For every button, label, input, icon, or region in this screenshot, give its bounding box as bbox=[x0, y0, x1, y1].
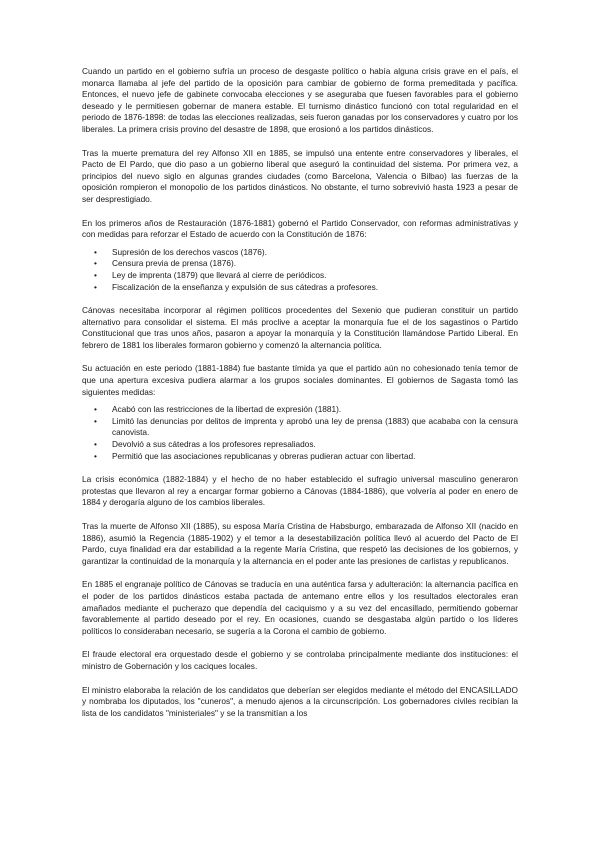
list-conservative-measures bbox=[82, 247, 518, 293]
list-item: • Ley de imprenta (1879) que llevará al cierre de periódicos. bbox=[94, 269, 327, 280]
paragraph-regencia: Tras la muerte de Alfonso XII (1885), su esposa María Cristina de Habsburgo, embarazada de Alfonso XII (nacido en 1886), asumió la Regencia (1885-1902) y el temor a la desestabilización política llevó al acuerdo del Pacto de El Pardo, cuya finalidad era dar estabilidad a la regente María Cristina, que respetó las decisiones de los gobiernos, y garantizar la continuidad de la monarquía y la alternancia en el poder ante las presiones de carlistas y republicanos. bbox=[82, 521, 518, 566]
bullet-icon: • bbox=[94, 415, 97, 426]
paragraph-partido-conservador: En los primeros años de Restauración (1876-1881) gobernó el Partido Conservador, con reformas administrativas y con medidas para reforzar el Estado de acuerdo con la Constitución de 1876: bbox=[82, 217, 518, 240]
bullet-icon: • bbox=[94, 404, 97, 415]
list-item: • Limitó las denuncias por delitos de imprenta y aprobó una ley de prensa (1883) que acababa con la censura canovista. bbox=[94, 415, 518, 438]
bullet-icon: • bbox=[94, 246, 97, 257]
paragraph-fraude-electoral: El fraude electoral era orquestado desde el gobierno y se controlaba principalmente mediante dos instituciones: el ministro de Gobernación y los caciques locales. bbox=[82, 649, 518, 671]
list-liberal-measures bbox=[82, 404, 518, 462]
paragraph-encasillado: El ministro elaboraba la relación de los candidatos que deberían ser elegidos mediante el método del ENCASILLADO y nombraba los diputados, los "cuneros", a menudo ajenos a la circunscripción. Los gobernadores civiles recibían la lista de los candidatos "ministeriales" y se la transmitían a los bbox=[82, 684, 518, 718]
bullet-icon: • bbox=[94, 281, 97, 292]
paragraph-sagasta: Su actuación en este periodo (1881-1884) fue bastante tímida ya que el partido aún no cohesionado tenía temor de que una apertura excesiva pudiera alarmar a los grupos sociales dominantes. El gobiernos de Sagasta tomó las siguientes medidas: bbox=[82, 363, 518, 397]
paragraph-canovas: Cánovas necesitaba incorporar al régimen políticos procedentes del Sexenio que pudieran constituir un partido alternativo para consolidar el sistema. El más proclive a aceptar la monarquía fue el de los sagastinos o Partido Constitucional que tras unos años, pasaron a apoyar la monarquía y la Constitución llamándose Partido Liberal. En febrero de 1881 los liberales formaron gobierno y comenzó la alternancia política. bbox=[82, 305, 518, 350]
bullet-icon: • bbox=[94, 450, 97, 461]
list-item: • Acabó con las restricciones de la libertad de expresión (1881). bbox=[94, 404, 342, 415]
list-item: • Permitió que las asociaciones republicanas y obreras pudieran actuar con libertad. bbox=[94, 450, 416, 461]
list-item: • Fiscalización de la enseñanza y expulsión de sus cátedras a profesores. bbox=[94, 281, 379, 292]
paragraph-crisis-economica: La crisis económica (1882-1884) y el hecho de no haber establecido el sufragio universal masculino generaron protestas que llevaron al rey a encargar formar gobierno a Cánovas (1884-1886), que volvería al poder en enero de 1884 y derogaría alguno de los cambios liberales. bbox=[82, 474, 518, 508]
paragraph-engranaje: En 1885 el engranaje político de Cánovas se traducía en una auténtica farsa y adulteración: la alternancia pacífica en el poder de los partidos dinásticos estaba pactada de antemano entre ellos y los resultados electorales eran amañados mediante el pucherazo que dependía del caciquismo y a su vez del encasillado, permitiendo gobernar favorablemente al partido deseado por el rey. En ocasiones, cuando se desgastaba algún partido o los líderes políticos lo consideraban necesario, se sugería a la Corona el cambio de gobierno. bbox=[82, 579, 518, 636]
bullet-icon: • bbox=[94, 439, 97, 450]
list-item: • Censura previa de prensa (1876). bbox=[94, 258, 237, 269]
paragraph-turnismo: Cuando un partido en el gobierno sufría un proceso de desgaste político o había alguna crisis grave en el país, el monarca llamaba al jefe del partido de la oposición para cambiar de gobierno de forma premeditada y pacífica. Entonces, el nuevo jefe de gabinete convocaba elecciones y se aseguraba que fuesen favorables para el gobierno deseado y le permitiesen gobernar de manera estable. El turnismo dinástico funcionó con total regularidad en el periodo de 1876-1898: de todas las elecciones realizadas, seis fueron ganadas por los conservadores y cuatro por los liberales. La primera crisis provino del desastre de 1898, que erosionó a los partidos dinásticos. bbox=[82, 66, 518, 134]
list-item: • Supresión de los derechos vascos (1876). bbox=[94, 246, 267, 257]
list-item: • Devolvió a sus cátedras a los profesores represaliados. bbox=[94, 439, 316, 450]
bullet-icon: • bbox=[94, 258, 97, 269]
bullet-icon: • bbox=[94, 269, 97, 280]
paragraph-pacto-pardo: Tras la muerte prematura del rey Alfonso XII en 1885, se impulsó una entente entre conservadores y liberales, el Pacto de El Pardo, que dio paso a un gobierno liberal que aseguró la continuidad del sistema. Por primera vez, a principios del nuevo siglo en algunas grandes ciudades (como Barcelona, Valencia o Bilbao) las fuerzas de la oposición rompieron el monopolio de los partidos dinásticos. No obstante, el turno sobrevivió hasta 1923 a pesar de ser desprestigiado. bbox=[82, 147, 518, 204]
